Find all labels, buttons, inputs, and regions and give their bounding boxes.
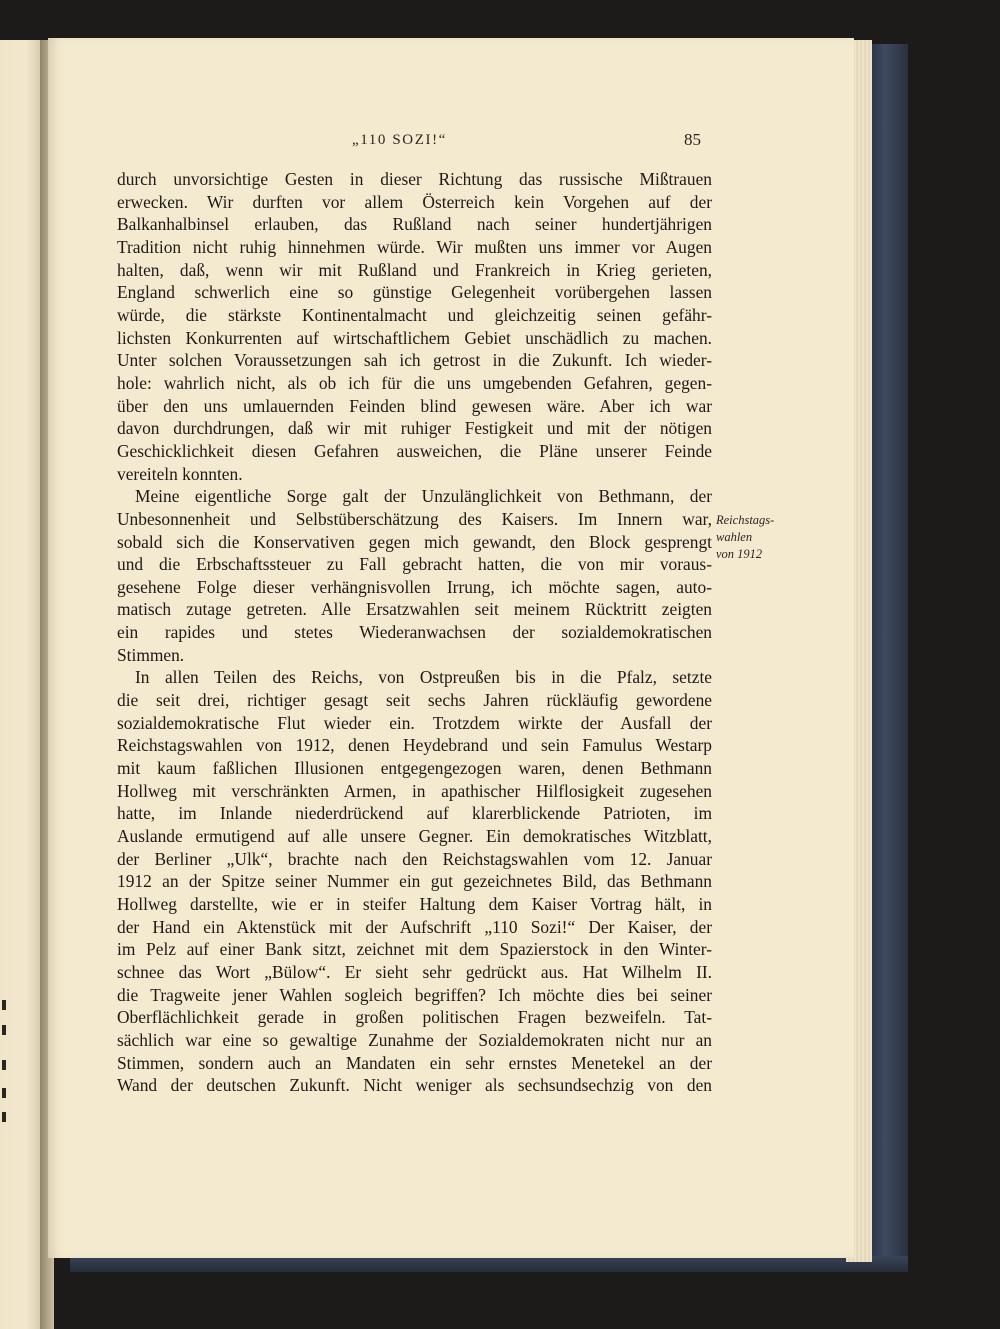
text-line: und die Erbschaftssteuer zu Fall gebracht hatten, die von mir voraus- — [117, 554, 712, 575]
text-line: Unbesonnenheit und Selbstüberschätzung des Kaisers. Im Innern war, — [117, 508, 712, 529]
text-line: im Pelz auf einer Bank sitzt, zeichnet mit dem Spazierstock in den Winter- — [117, 939, 712, 960]
text-line: Geschicklichkeit diesen Gefahren ausweichen, die Pläne unserer Feinde — [117, 440, 712, 461]
facing-page-char — [2, 1088, 6, 1098]
paragraph-end-line: Stimmen. — [117, 644, 185, 665]
text-line: Auslande ermutigend auf alle unsere Gegner. Ein demokratisches Witzblatt, — [117, 826, 712, 847]
margin-note-line: von 1912 — [716, 547, 763, 561]
text-line: sobald sich die Konservativen gegen mich gewandt, den Block gesprengt — [117, 531, 712, 552]
book-cover-bottom — [70, 1256, 908, 1272]
text-line: davon durchdrungen, daß wir mit ruhiger Festigkeit und mit der nötigen — [117, 418, 712, 439]
text-line: durch unvorsichtige Gesten in dieser Richtung das russische Mißtrauen — [117, 169, 712, 189]
text-line: der Hand ein Aktenstück mit der Aufschrift „110 Sozi!“ Der Kaiser, der — [117, 916, 712, 937]
text-line: lichsten Konkurrenten auf wirtschaftlichem Gebiet unschädlich zu machen. — [117, 327, 712, 348]
facing-page-char — [2, 1000, 6, 1010]
text-line: Reichstagswahlen von 1912, denen Heydebrand und sein Famulus Westarp — [117, 735, 712, 756]
text-line: England schwerlich eine so günstige Gelegenheit vorübergehen lassen — [117, 282, 712, 303]
text-line: ein rapides und stetes Wiederanwachsen der sozialdemokratischen — [117, 622, 712, 643]
body-text — [117, 168, 712, 1097]
text-line: sozialdemokratische Flut wieder ein. Trotzdem wirkte der Ausfall der — [117, 712, 712, 733]
facing-page-char — [2, 1112, 6, 1122]
text-line: die Tragweite jener Wahlen sogleich begriffen? Ich möchte dies bei seiner — [117, 984, 712, 1005]
text-line: Oberflächlichkeit gerade in großen politischen Fragen bezweifeln. Tat- — [117, 1007, 712, 1028]
text-line: Tradition nicht ruhig hinnehmen würde. Wir mußten uns immer vor Augen — [117, 236, 712, 257]
text-line: matisch zutage getreten. Alle Ersatzwahlen seit meinem Rücktritt zeigten — [117, 599, 712, 620]
text-line: Unter solchen Voraussetzungen sah ich getrost in die Zukunft. Ich wieder- — [117, 350, 712, 371]
margin-note-line: wahlen — [716, 530, 753, 544]
text-line: hole: wahrlich nicht, als ob ich für die uns umgebenden Gefahren, gegen- — [117, 372, 712, 393]
text-line: der Berliner „Ulk“, brachte nach den Reichstagswahlen vom 12. Januar — [117, 848, 712, 869]
paragraph-start-line: In allen Teilen des Reichs, von Ostpreußen bis in die Pfalz, setzte — [135, 667, 712, 688]
text-line: Hollweg darstellte, wie er in steifer Haltung dem Kaiser Vortrag hält, in — [117, 894, 712, 914]
text-line: Stimmen, sondern auch an Mandaten ein sehr ernstes Menetekel an der — [117, 1052, 712, 1073]
text-line: mit kaum faßlichen Illusionen entgegengezogen waren, denen Bethmann — [117, 758, 712, 779]
text-line: halten, daß, wenn wir mit Rußland und Frankreich in Krieg gerieten, — [117, 259, 712, 280]
text-line: hatte, im Inlande niederdrückend auf klarerblickende Patrioten, im — [117, 803, 712, 824]
text-line: Balkanhalbinsel erlauben, das Rußland nach seiner hundertjährigen — [117, 214, 712, 235]
text-line: gesehene Folge dieser verhängnisvollen Irrung, ich möchte sagen, auto- — [117, 576, 712, 597]
running-title: „110 SOZI!“ — [352, 132, 447, 148]
text-line: erwecken. Wir durften vor allem Österreich kein Vorgehen auf der — [117, 191, 712, 212]
text-line: 1912 an der Spitze seiner Nummer ein gut gezeichnetes Bild, das Bethmann — [117, 871, 712, 892]
page-number: 85 — [684, 130, 701, 149]
text-line: Wand der deutschen Zukunft. Nicht weniger als sechsundsechzig von den — [117, 1075, 712, 1096]
text-line: würde, die stärkste Kontinentalmacht und gleichzeitig seinen gefähr- — [117, 304, 712, 325]
facing-page-char — [2, 1025, 6, 1035]
margin-note — [716, 512, 774, 563]
book-cover-spine — [870, 44, 908, 1272]
margin-note-line: Reichstags- — [716, 513, 775, 527]
text-line: Hollweg mit verschränkten Armen, in apathischer Hilflosigkeit zugesehen — [117, 780, 712, 801]
text-line: sächlich war eine so gewaltige Zunahme der Sozialdemokraten nicht nur an — [117, 1029, 712, 1050]
facing-page-edge — [0, 40, 44, 1329]
text-line: die seit drei, richtiger gesagt seit sechs Jahren rückläufig gewordene — [117, 690, 712, 711]
text-line: über den uns umlauernden Feinden blind gewesen wäre. Aber ich war — [117, 395, 712, 416]
text-line: schnee das Wort „Bülow“. Er sieht sehr gedrückt aus. Hat Wilhelm II. — [117, 961, 712, 982]
paragraph-end-line: vereiteln konnten. — [117, 463, 243, 484]
facing-page-char — [2, 1060, 6, 1070]
paragraph-start-line: Meine eigentliche Sorge galt der Unzulänglichkeit von Bethmann, der — [135, 486, 712, 507]
